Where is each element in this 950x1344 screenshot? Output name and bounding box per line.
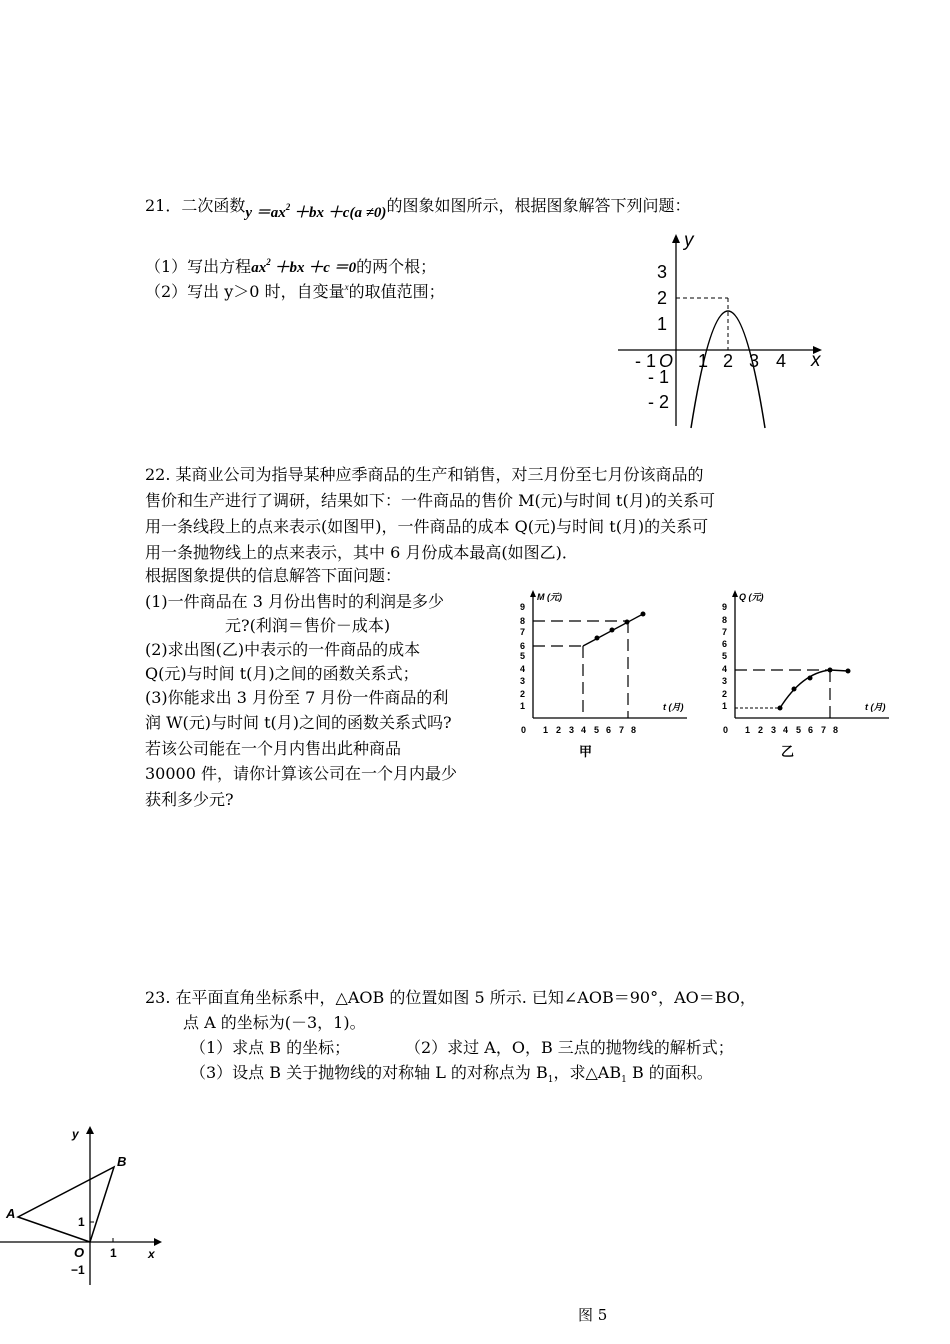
x-tick-3: 3 bbox=[749, 351, 760, 371]
q21-lead: 21．二次函数 bbox=[145, 196, 246, 215]
q23-line-2: 点 A 的坐标为(－3，1)。 bbox=[183, 1013, 366, 1032]
q22-line-4: 用一条抛物线上的点来表示，其中 6 月份成本最高(如图乙)． bbox=[145, 543, 578, 562]
svg-text:3: 3 bbox=[771, 725, 777, 735]
fig5-label-neg1: −1 bbox=[71, 1263, 85, 1277]
q22-line-5: 根据图象提供的信息解答下面问题： bbox=[145, 566, 402, 585]
yi-point-7 bbox=[846, 669, 851, 674]
jia-point-5 bbox=[610, 628, 615, 633]
jia-point-7 bbox=[641, 612, 646, 617]
q23-sub2: （2）求过 A，O，B 三点的抛物线的解析式； bbox=[405, 1038, 734, 1057]
q22-line-2: 售价和生产进行了调研，结果如下：一件商品的售价 M(元)与时间 t(月)的关系可 bbox=[145, 491, 715, 510]
fig5-label-y: y bbox=[72, 1127, 79, 1141]
svg-text:6: 6 bbox=[520, 641, 526, 651]
y-tick-neg2: - 2 bbox=[648, 392, 670, 412]
jia-x-ticks bbox=[521, 725, 636, 735]
q21-stem bbox=[145, 193, 690, 220]
fig5-label-a: A bbox=[6, 1206, 16, 1221]
svg-text:4: 4 bbox=[520, 664, 526, 674]
yi-point-4 bbox=[792, 687, 797, 692]
y-tick-3: 3 bbox=[657, 262, 668, 282]
fig5-label-b: B bbox=[117, 1154, 127, 1169]
q21-parabola-graph bbox=[610, 230, 830, 430]
q22-sub-line-4: Q(元)与时间 t(月)之间的函数关系式； bbox=[145, 664, 419, 683]
x-tick-1: 1 bbox=[698, 351, 709, 371]
svg-text:3: 3 bbox=[569, 725, 575, 735]
y-tick-1: 1 bbox=[657, 314, 668, 334]
x-tick-neg1: - 1 bbox=[635, 351, 657, 371]
q21-sub1: （1）写出方程$ax^2 +bx +c =0$的两个根； bbox=[145, 257, 437, 276]
yi-point-5 bbox=[808, 676, 813, 681]
x-tick-4: 4 bbox=[776, 351, 787, 371]
fig5-label-1-y: 1 bbox=[78, 1215, 85, 1229]
yi-x-ticks bbox=[723, 725, 838, 735]
q22-chart-yi bbox=[717, 588, 892, 763]
jia-x-label: t (月) bbox=[663, 702, 684, 712]
svg-text:5: 5 bbox=[722, 651, 728, 661]
y-tick-neg1: - 1 bbox=[648, 367, 670, 387]
q21-text-tail: 的图象如图所示，根据图象解答下列问题： bbox=[386, 196, 691, 215]
fig5-triangle-aob bbox=[18, 1167, 114, 1242]
yi-caption: 乙 bbox=[781, 744, 795, 759]
svg-text:8: 8 bbox=[722, 615, 728, 625]
q22-chart-jia bbox=[515, 588, 690, 763]
origin-label: O bbox=[659, 351, 674, 371]
q22-sub-line-8: 30000 件，请你计算该公司在一个月内最少 bbox=[145, 764, 457, 783]
svg-text:9: 9 bbox=[520, 602, 526, 612]
q23-figure-5 bbox=[0, 1120, 170, 1290]
svg-text:1: 1 bbox=[722, 701, 728, 711]
svg-text:1: 1 bbox=[543, 725, 549, 735]
svg-text:7: 7 bbox=[619, 725, 625, 735]
yi-cost-curve bbox=[780, 670, 830, 708]
yi-x-label: t (月) bbox=[865, 702, 886, 712]
q22-sub-line-6: 润 W(元)与时间 t(月)之间的函数关系式吗? bbox=[145, 713, 452, 732]
fig5-label-x: x bbox=[148, 1247, 155, 1261]
svg-text:8: 8 bbox=[520, 616, 526, 626]
svg-text:2: 2 bbox=[758, 725, 764, 735]
y-axis-arrow-icon bbox=[672, 234, 680, 243]
jia-y-label: M (元) bbox=[537, 592, 562, 602]
svg-text:1: 1 bbox=[745, 725, 751, 735]
y-tick-2: 2 bbox=[657, 288, 668, 308]
jia-point-4 bbox=[595, 636, 600, 641]
x-axis-label: x bbox=[811, 350, 821, 371]
q22-sub-line-1: (1)一件商品在 3 月份出售时的利润是多少 bbox=[145, 592, 445, 611]
jia-caption: 甲 bbox=[579, 744, 593, 759]
svg-text:7: 7 bbox=[821, 725, 827, 735]
jia-y-ticks bbox=[520, 602, 525, 711]
svg-text:4: 4 bbox=[581, 725, 587, 735]
svg-text:0: 0 bbox=[723, 725, 729, 735]
yi-y-label: Q (元) bbox=[739, 592, 764, 602]
svg-text:8: 8 bbox=[631, 725, 637, 735]
svg-text:3: 3 bbox=[722, 676, 728, 686]
svg-text:4: 4 bbox=[722, 664, 728, 674]
svg-text:9: 9 bbox=[722, 602, 728, 612]
svg-text:2: 2 bbox=[722, 689, 728, 699]
q21-formula: $y =ax^2 +bx +c(a \ne 0)$ bbox=[245, 202, 387, 221]
jia-y-arrow-icon bbox=[530, 590, 536, 597]
svg-text:6: 6 bbox=[808, 725, 814, 735]
fig5-label-1-x: 1 bbox=[110, 1246, 117, 1260]
svg-text:8: 8 bbox=[833, 725, 839, 735]
q23-sub1: （1）求点 B 的坐标； bbox=[190, 1038, 351, 1057]
svg-text:6: 6 bbox=[606, 725, 612, 735]
svg-text:0: 0 bbox=[521, 725, 527, 735]
fig5-label-o: O bbox=[74, 1245, 85, 1260]
svg-text:2: 2 bbox=[556, 725, 562, 735]
q21-sub1-formula: $ax^2 +bx +c =0$ bbox=[251, 257, 357, 276]
q22-line-1: 22. 某商业公司为指导某种应季商品的生产和销售，对三月份至七月份该商品的 bbox=[145, 465, 704, 484]
q21-sub2: （2）写出 y＞0 时，自变量$^x$的取值范围； bbox=[145, 282, 445, 301]
q23-figure-caption: 图 5 bbox=[578, 1306, 608, 1324]
q22-sub-line-9: 获利多少元? bbox=[145, 790, 234, 809]
svg-text:6: 6 bbox=[722, 639, 728, 649]
q22-sub-line-5: (3)你能求出 3 月份至 7 月份一件商品的利 bbox=[145, 688, 449, 707]
svg-text:3: 3 bbox=[520, 676, 526, 686]
q23-sub3: （3）设点 B 关于抛物线的对称轴 L 的对称点为 $B_1$，求$\triangle AB_1$ B 的面积。 bbox=[190, 1063, 713, 1086]
q23-line-1: 23. 在平面直角坐标系中，△AOB 的位置如图 5 所示. 已知∠AOB＝90°，AO＝BO， bbox=[145, 988, 756, 1007]
q22-line-3: 用一条线段上的点来表示(如图甲)，一件商品的成本 Q(元)与时间 t(月)的关系可 bbox=[145, 517, 709, 536]
svg-text:1: 1 bbox=[520, 701, 526, 711]
yi-point-3 bbox=[778, 706, 783, 711]
svg-text:7: 7 bbox=[520, 627, 526, 637]
fig5-x-arrow-icon bbox=[154, 1238, 162, 1246]
svg-text:5: 5 bbox=[594, 725, 600, 735]
yi-y-arrow-icon bbox=[732, 590, 738, 597]
q22-sub-line-2: 元?(利润＝售价－成本) bbox=[225, 616, 391, 635]
x-tick-2: 2 bbox=[723, 351, 734, 371]
q22-sub-line-3: (2)求出图(乙)中表示的一件商品的成本 bbox=[145, 640, 421, 659]
svg-text:7: 7 bbox=[722, 627, 728, 637]
svg-text:5: 5 bbox=[520, 651, 526, 661]
jia-point-6 bbox=[625, 620, 630, 625]
y-axis-label: y bbox=[684, 230, 694, 251]
yi-cost-curve-tail bbox=[830, 670, 848, 671]
fig5-y-arrow-icon bbox=[86, 1126, 94, 1134]
yi-y-ticks bbox=[722, 602, 727, 711]
q22-sub-line-7: 若该公司能在一个月内售出此种商品 bbox=[145, 739, 402, 758]
svg-text:5: 5 bbox=[796, 725, 802, 735]
svg-text:2: 2 bbox=[520, 689, 526, 699]
svg-text:4: 4 bbox=[783, 725, 789, 735]
yi-point-6 bbox=[828, 668, 833, 673]
